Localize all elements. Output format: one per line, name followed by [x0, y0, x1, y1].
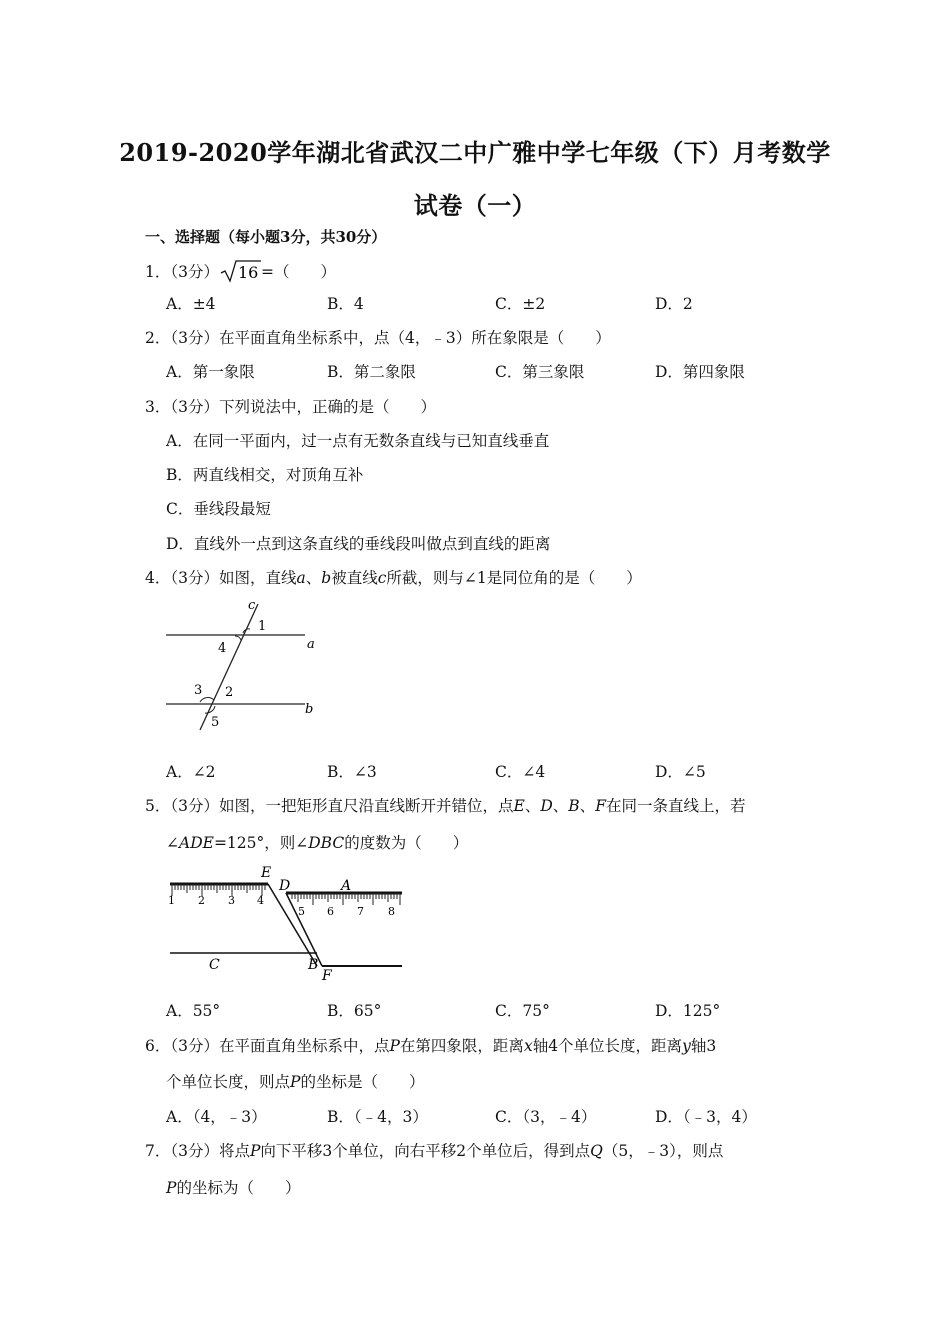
- q3-option-a: A．在同一平面内，过一点有无数条直线与已知直线垂直: [166, 432, 550, 450]
- question-1-stem: [145, 259, 815, 283]
- point-label-D: D: [279, 878, 291, 894]
- label-c: c: [248, 598, 256, 613]
- sqrt-expression: [219, 259, 261, 283]
- label-1: 1: [258, 619, 267, 634]
- question-3-stem: 3．（3分）下列说法中，正确的是（ ）: [145, 398, 436, 416]
- q5-option-c: C．75°: [495, 1002, 550, 1020]
- q4-option-c: C．∠4: [495, 763, 546, 781]
- ruler-left-ticks: [172, 884, 265, 896]
- var-c: c: [377, 569, 387, 587]
- tick-label-5: 5: [298, 905, 305, 918]
- q2-option-c: C．第三象限: [495, 363, 585, 381]
- tick-label-8: 8: [388, 905, 395, 918]
- label-4: 4: [218, 641, 227, 656]
- q1-prefix: 1．（3分）: [145, 263, 219, 281]
- var-b: b: [321, 569, 332, 587]
- tick-label-7: 7: [357, 905, 364, 918]
- line-c: [200, 604, 258, 730]
- label-2: 2: [225, 685, 234, 700]
- radicand: 16: [237, 263, 259, 282]
- q1-option-b: B．4: [327, 295, 364, 313]
- q6-option-a: A．（4，﹣3）: [166, 1108, 267, 1126]
- ruler-right-ticks: [292, 893, 400, 905]
- label-5: 5: [211, 715, 220, 730]
- q5-option-b: B．65°: [327, 1002, 382, 1020]
- point-label-F: F: [322, 968, 332, 982]
- q1-option-c: C．±2: [495, 295, 546, 313]
- q4-figure-parallel-lines: [160, 596, 330, 736]
- break-line-right: [286, 893, 322, 966]
- q2-option-a: A．第一象限: [166, 363, 255, 381]
- point-label-E: E: [261, 865, 272, 881]
- q2-option-b: B．第二象限: [327, 363, 416, 381]
- q1-option-d: D．2: [655, 295, 693, 313]
- q5-figure-broken-ruler: [164, 862, 409, 982]
- question-6-stem-line1: 6．（3分）在平面直角坐标系中，点P在第四象限，距离x轴4个单位长度，距离y轴3: [145, 1037, 717, 1055]
- question-7-stem-line1: 7．（3分）将点P向下平移3个单位，向右平移2个单位后，得到点Q（5，﹣3），则点: [145, 1142, 724, 1160]
- point-label-C: C: [209, 957, 220, 973]
- q2-option-d: D．第四象限: [655, 363, 745, 381]
- question-6-stem-line2: 个单位长度，则点P的坐标是（ ）: [166, 1073, 425, 1091]
- label-3: 3: [194, 683, 203, 698]
- question-7-stem-line2: P的坐标为（ ）: [166, 1179, 301, 1197]
- exam-title-line2: 试卷（一）: [413, 191, 537, 220]
- angle-1-arc: [243, 629, 250, 633]
- exam-title-line1: 2019-2020学年湖北省武汉二中广雅中学七年级（下）月考数学: [119, 138, 831, 167]
- q1-suffix: =（ ）: [260, 263, 336, 281]
- q6-option-b: B．（﹣4，3）: [327, 1108, 428, 1126]
- question-4-stem: 4．（3分）如图，直线a、b被直线c所截，则与∠1是同位角的是（ ）: [145, 569, 642, 587]
- tick-label-4: 4: [257, 894, 264, 907]
- angle-3-arc: [200, 698, 214, 702]
- point-label-B: B: [308, 957, 319, 973]
- section-heading: 一、选择题（每小题3分，共30分）: [145, 228, 387, 246]
- var-a: a: [296, 569, 306, 587]
- q4-option-d: D．∠5: [655, 763, 706, 781]
- label-b: b: [305, 702, 314, 717]
- q5-option-d: D．125°: [655, 1002, 721, 1020]
- question-2-stem: 2．（3分）在平面直角坐标系中，点（4，﹣3）所在象限是（ ）: [145, 329, 611, 347]
- q3-option-b: B．两直线相交，对顶角互补: [166, 466, 364, 484]
- q4-option-a: A．∠2: [166, 763, 216, 781]
- q4-option-b: B．∠3: [327, 763, 377, 781]
- q3-option-d: D．直线外一点到这条直线的垂线段叫做点到直线的距离: [166, 535, 551, 553]
- question-5-stem-line1: 5．（3分）如图，一把矩形直尺沿直线断开并错位，点E、D、B、F在同一条直线上，若: [145, 797, 746, 815]
- tick-label-3: 3: [228, 894, 235, 907]
- tick-label-2: 2: [198, 894, 205, 907]
- tick-label-1: 1: [168, 894, 175, 907]
- question-5-stem-line2: ∠ADE=125°，则∠DBC的度数为（ ）: [166, 834, 469, 852]
- label-a: a: [307, 637, 315, 652]
- q1-option-a: A．±4: [166, 295, 216, 313]
- q6-option-c: C．（3，﹣4）: [495, 1108, 597, 1126]
- tick-label-6: 6: [327, 905, 334, 918]
- q6-option-d: D．（﹣3，4）: [655, 1108, 757, 1126]
- q5-option-a: A．55°: [166, 1002, 221, 1020]
- q3-option-c: C．垂线段最短: [166, 500, 271, 518]
- point-label-A: A: [341, 878, 352, 894]
- angle-4-arc: [235, 636, 241, 640]
- radical-sign-icon: [219, 259, 261, 283]
